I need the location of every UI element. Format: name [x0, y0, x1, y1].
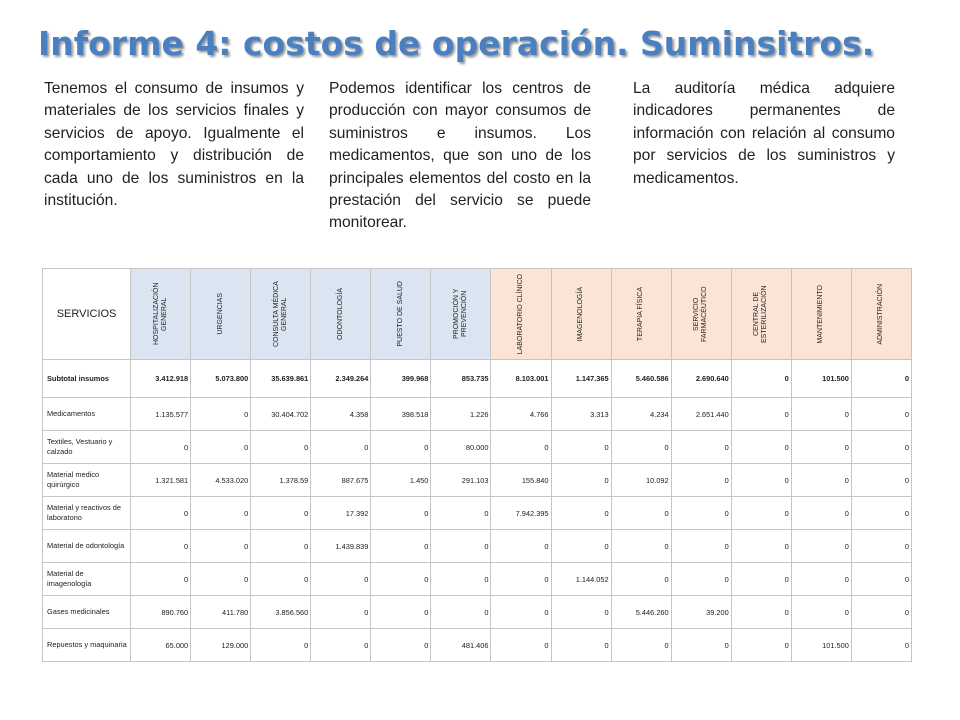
table-cell: 0: [131, 431, 191, 464]
table-cell: 0: [551, 530, 611, 563]
table-cell: 30.404.702: [251, 398, 311, 431]
table-cell: 0: [851, 360, 911, 398]
table-cell: 853.735: [431, 360, 491, 398]
table-cell: 35.639.861: [251, 360, 311, 398]
table-row: [43, 563, 912, 596]
column-header: [131, 269, 191, 360]
column-header: [431, 269, 491, 360]
table-cell: 1.144.052: [551, 563, 611, 596]
table-cell: 0: [191, 398, 251, 431]
column-header-label: LABORATORIO CLÍNICO: [517, 273, 524, 355]
table-cell: 39.200: [671, 596, 731, 629]
table-cell: 0: [551, 596, 611, 629]
table-cell: 398.518: [371, 398, 431, 431]
table-cell: 887.675: [311, 464, 371, 497]
table-cell: 1.135.577: [131, 398, 191, 431]
table-cell: 0: [371, 431, 431, 464]
row-label: Repuestos y maquinaria: [43, 629, 131, 662]
table-cell: 0: [791, 497, 851, 530]
column-header: [311, 269, 371, 360]
table-cell: 4.234: [611, 398, 671, 431]
column-header-label: HOSPITALIZACIÓN GENERAL: [152, 282, 168, 346]
table-cell: 1.378.59: [251, 464, 311, 497]
table-cell: 0: [851, 629, 911, 662]
row-label: Gases medicinales: [43, 596, 131, 629]
column-header: [671, 269, 731, 360]
table-cell: 1.226: [431, 398, 491, 431]
table-cell: 0: [731, 360, 791, 398]
row-label: Material de imagenología: [43, 563, 131, 596]
table-cell: 0: [311, 431, 371, 464]
table-cell: 399.968: [371, 360, 431, 398]
table-row: [43, 431, 912, 464]
table-cell: 0: [671, 464, 731, 497]
row-label: Material medico quirúrgico: [43, 464, 131, 497]
column-header: [551, 269, 611, 360]
table-cell: 0: [491, 530, 551, 563]
table-cell: 0: [131, 530, 191, 563]
table-row: [43, 530, 912, 563]
table-cell: 0: [851, 563, 911, 596]
table-row: [43, 497, 912, 530]
table-cell: 0: [731, 398, 791, 431]
table-cell: 0: [611, 629, 671, 662]
table-cell: 0: [611, 497, 671, 530]
table-cell: 101.500: [791, 360, 851, 398]
table-cell: 0: [251, 563, 311, 596]
table-cell: 0: [551, 464, 611, 497]
table-cell: 3.313: [551, 398, 611, 431]
column-header-label: ADMINISTRACIÓN: [877, 283, 885, 345]
table-cell: 5.073.800: [191, 360, 251, 398]
table-row: [43, 464, 912, 497]
table-cell: 0: [371, 497, 431, 530]
table-cell: 1.439.839: [311, 530, 371, 563]
table-cell: 0: [191, 497, 251, 530]
table-cell: 0: [611, 431, 671, 464]
table-cell: 0: [371, 530, 431, 563]
row-label: Material y reactivos de laboratorio: [43, 497, 131, 530]
table-cell: 0: [551, 431, 611, 464]
table-cell: 0: [491, 563, 551, 596]
table-cell: 0: [851, 596, 911, 629]
table-cell: 481.406: [431, 629, 491, 662]
table-cell: 0: [431, 596, 491, 629]
column-header: [371, 269, 431, 360]
table-cell: 0: [791, 563, 851, 596]
column-header: [611, 269, 671, 360]
column-header: [791, 269, 851, 360]
table-cell: 0: [251, 497, 311, 530]
table-cell: 0: [251, 530, 311, 563]
table-cell: 0: [551, 629, 611, 662]
table-cell: 2.690.640: [671, 360, 731, 398]
row-label: Subtotal insumos: [43, 360, 131, 398]
table-cell: 3.412.918: [131, 360, 191, 398]
table-cell: 65.000: [131, 629, 191, 662]
column-header-label: ODONTOLOGÍA: [336, 288, 344, 340]
table-cell: 0: [671, 563, 731, 596]
table-cell: 0: [731, 497, 791, 530]
column-header: [491, 269, 551, 360]
table-cell: 0: [791, 464, 851, 497]
table-cell: 8.103.001: [491, 360, 551, 398]
table-cell: 0: [551, 497, 611, 530]
table-cell: 0: [731, 431, 791, 464]
table-cell: 0: [671, 530, 731, 563]
table-cell: 155.840: [491, 464, 551, 497]
table-cell: 0: [431, 530, 491, 563]
table-cell: 0: [611, 530, 671, 563]
column-header-label: SERVICIO FARMACÉUTICO: [693, 286, 709, 342]
table-cell: 80.000: [431, 431, 491, 464]
table-cell: 0: [851, 398, 911, 431]
table-cell: 0: [731, 563, 791, 596]
table-cell: 4.766: [491, 398, 551, 431]
table-cell: 1.450: [371, 464, 431, 497]
table-cell: 0: [491, 431, 551, 464]
table-cell: 0: [491, 629, 551, 662]
table-cell: 0: [251, 629, 311, 662]
table-header-row: [43, 269, 912, 360]
table-cell: 411.780: [191, 596, 251, 629]
table-cell: 0: [851, 497, 911, 530]
table-cell: 3.856.560: [251, 596, 311, 629]
column-header: [851, 269, 911, 360]
table-cell: 0: [491, 596, 551, 629]
table-cell: 0: [671, 629, 731, 662]
column-header-label: TERAPIA FÍSICA: [637, 286, 645, 342]
column-header: [251, 269, 311, 360]
table-cell: 0: [851, 464, 911, 497]
services-header: SERVICIOS: [43, 269, 131, 360]
table-cell: 1.321.581: [131, 464, 191, 497]
table-cell: 0: [431, 563, 491, 596]
page-subtitle: Suminsitros.: [640, 24, 875, 63]
table-cell: 0: [731, 530, 791, 563]
table-cell: 0: [191, 563, 251, 596]
row-label: Medicamentos: [43, 398, 131, 431]
column-header-label: CONSULTA MÉDICA GENERAL: [272, 281, 288, 347]
table-cell: 0: [131, 563, 191, 596]
column-header-label: URGENCIAS: [216, 293, 224, 335]
column-header-label: PUESTO DE SALUD: [396, 281, 404, 347]
intro-paragraph-1: Tenemos el consumo de insumos y materiales de los servicios finales y servicios de apoyo. Igualmente el comportamiento y distribución de cada uno de los suministros en la institución.: [44, 80, 304, 210]
table-cell: 5.460.586: [611, 360, 671, 398]
table-cell: 0: [791, 596, 851, 629]
table-cell: 291.103: [431, 464, 491, 497]
column-header-label: CENTRAL DE ESTERILIZACIÓN: [753, 285, 769, 343]
table-cell: 0: [731, 464, 791, 497]
table-cell: 0: [671, 431, 731, 464]
table-cell: 129.000: [191, 629, 251, 662]
table-row: [43, 596, 912, 629]
table-cell: 0: [791, 398, 851, 431]
table-cell: 0: [791, 530, 851, 563]
table-cell: 0: [851, 530, 911, 563]
table-cell: 0: [851, 431, 911, 464]
table-cell: 890.760: [131, 596, 191, 629]
column-header-label: IMAGENOLOGÍA: [577, 286, 585, 342]
column-header-label: PROMOCIÓN Y PREVENCIÓN: [452, 288, 468, 340]
intro-paragraph-2: Podemos identificar los centros de producción con mayor consumos de suministros e insumos. Los medicamentos, que son uno de los principales elementos del costo en la prestación del servicio se puede monitorear.: [329, 80, 591, 232]
table-cell: 0: [251, 431, 311, 464]
table-cell: 10.092: [611, 464, 671, 497]
table-cell: 0: [731, 596, 791, 629]
supplies-cost-table: [42, 268, 912, 662]
table-cell: 0: [191, 530, 251, 563]
table-cell: 7.942.395: [491, 497, 551, 530]
table-cell: 0: [311, 563, 371, 596]
table-cell: 0: [191, 431, 251, 464]
table-cell: 17.392: [311, 497, 371, 530]
table-cell: 0: [431, 497, 491, 530]
column-header-label: MANTENIMIENTO: [817, 284, 825, 344]
column-header: [731, 269, 791, 360]
table-cell: 0: [311, 596, 371, 629]
table-cell: 0: [371, 629, 431, 662]
row-label: Material de odontología: [43, 530, 131, 563]
column-header: [191, 269, 251, 360]
table-row: [43, 629, 912, 662]
page-title: Informe 4: costos de operación.: [38, 24, 629, 63]
table-cell: 2.651.440: [671, 398, 731, 431]
table-cell: 0: [131, 497, 191, 530]
table-row-subtotal: [43, 360, 912, 398]
table-cell: 5.446.260: [611, 596, 671, 629]
table-cell: 2.349.264: [311, 360, 371, 398]
row-label: Textiles, Vestuario y calzado: [43, 431, 131, 464]
table-cell: 1.147.365: [551, 360, 611, 398]
table-row: [43, 398, 912, 431]
table-cell: 0: [611, 563, 671, 596]
table-cell: 0: [671, 497, 731, 530]
table-cell: 4.533.020: [191, 464, 251, 497]
table-cell: 101.500: [791, 629, 851, 662]
table-cell: 0: [791, 431, 851, 464]
table-cell: 0: [311, 629, 371, 662]
intro-paragraph-3: La auditoría médica adquiere indicadores permanentes de información con relación al consumo por servicios de los suministros y medicamentos.: [633, 80, 895, 187]
table-cell: 0: [731, 629, 791, 662]
table-cell: 0: [371, 596, 431, 629]
table-cell: 4.358: [311, 398, 371, 431]
table-cell: 0: [371, 563, 431, 596]
